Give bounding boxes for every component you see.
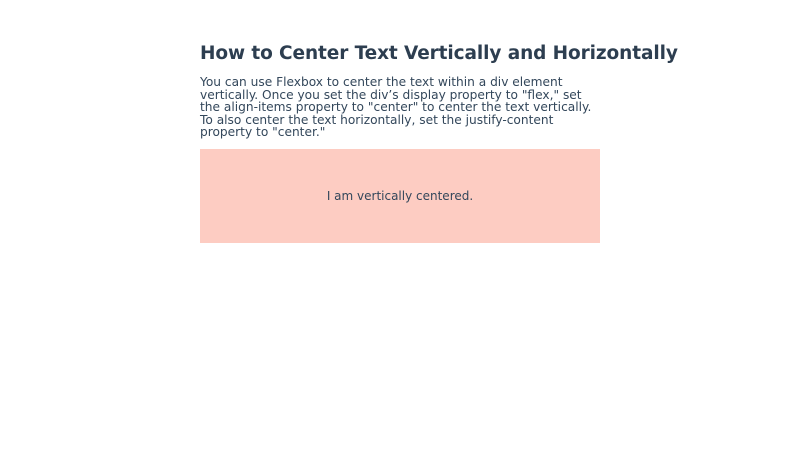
page-title: How to Center Text Vertically and Horizontally [200,43,678,64]
centered-demo-box [200,149,600,243]
article-description: You can use Flexbox to center the text within a div element vertically. Once you set the div’s display property to "flex," set the align-items property to "center" to center the text vertically. To also center the text horizontally, set the justify-content property to "center." [200,75,592,139]
centered-demo-text: I am vertically centered. [326,188,474,203]
article-content [200,40,678,243]
